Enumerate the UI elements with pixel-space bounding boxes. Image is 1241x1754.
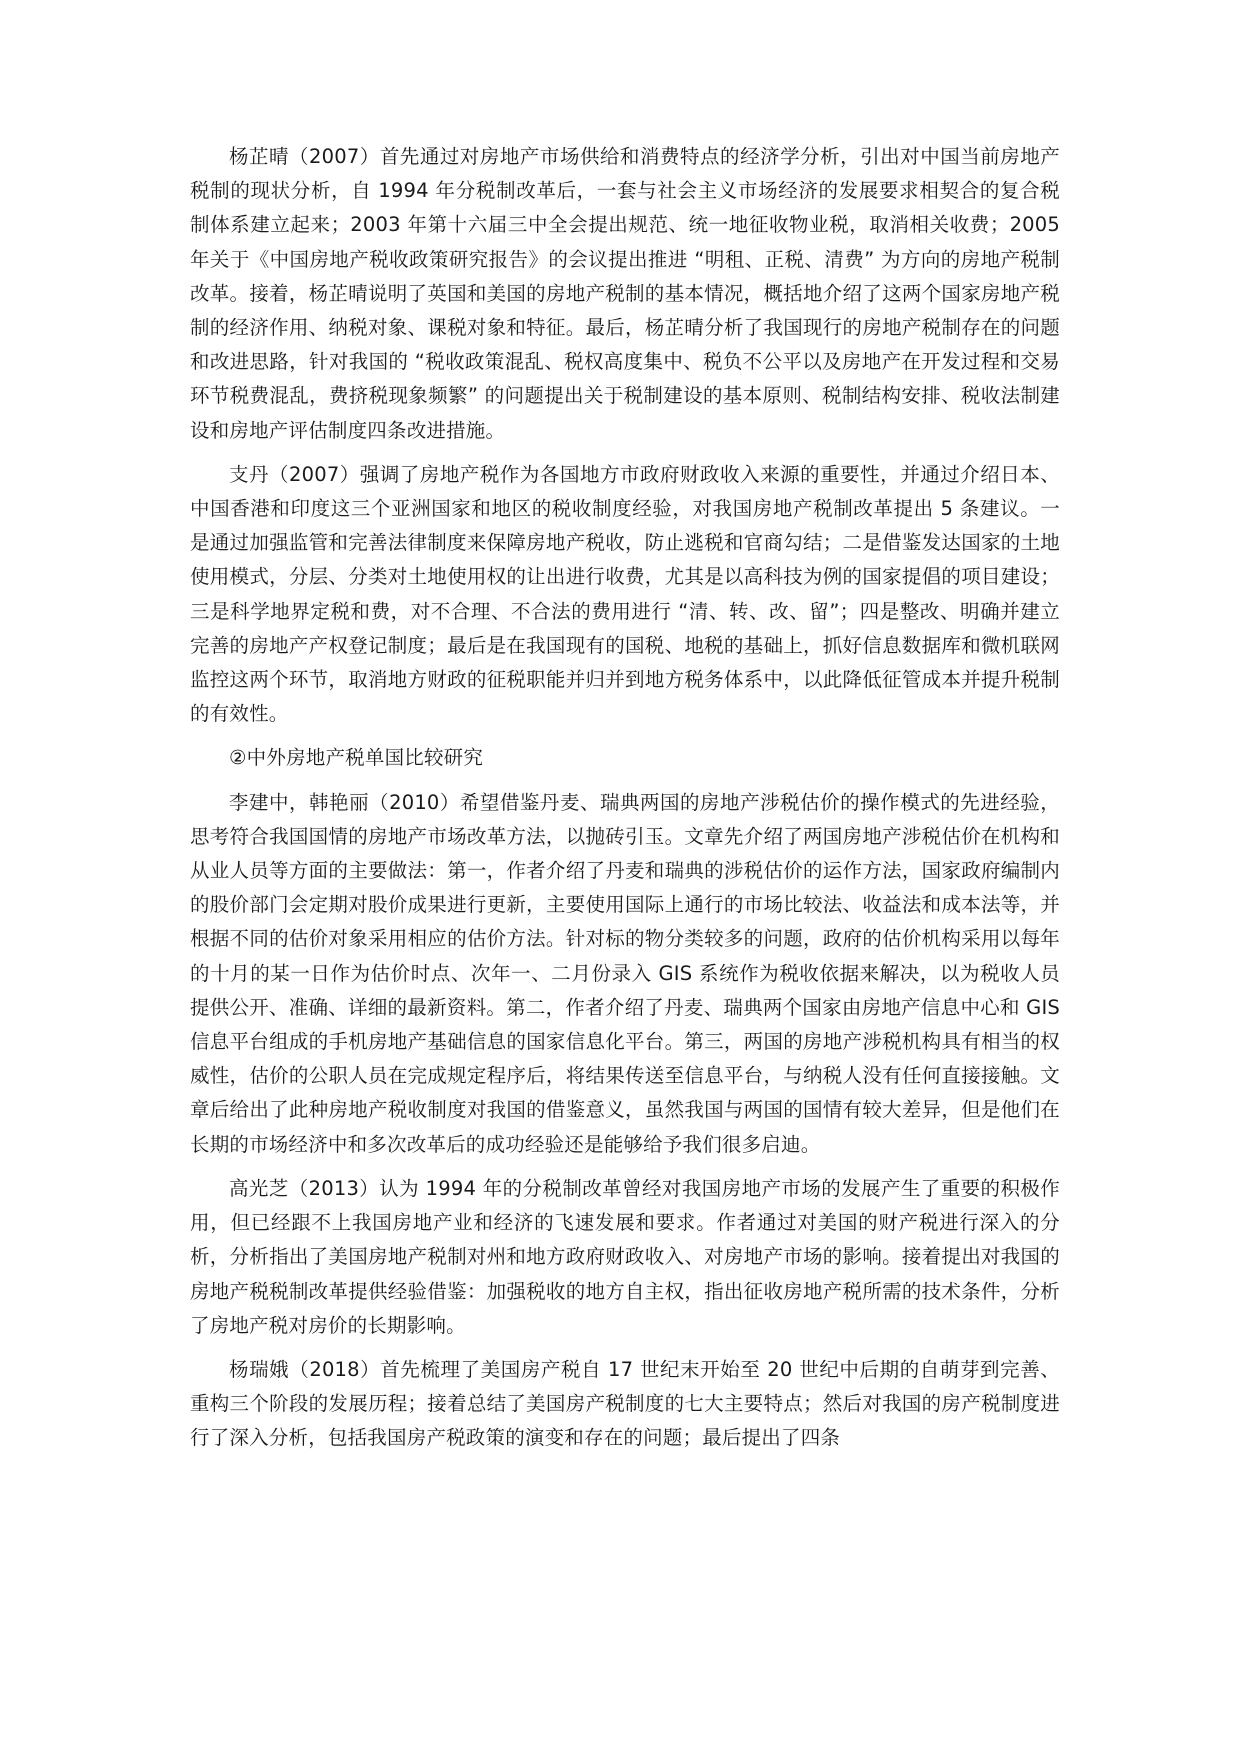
paragraph-li-jianzhong: 李建中，韩艳丽（2010）希望借鉴丹麦、瑞典两国的房地产涉税估价的操作模式的先进经验，思考符合我国国情的房地产市场改革方法，以抛砖引玉。文章先介绍了两国房地产涉税估价在机构和从业人员等方面的主要做法：第一，作者介绍了丹麦和瑞典的涉税估价的运作方法，国家政府编制内的股价部门会定期对股价成果进行更新，主要使用国际上通行的市场比较法、收益法和成本法等，并根据不同的估价对象采用相应的估价方法。针对标的物分类较多的问题，政府的估价机构采用以每年的十月的某一日作为估价时点、次年一、二月份录入 GIS 系统作为税收依据来解决，以为税收人员提供公开、准确、详细的最新资料。第二，作者介绍了丹麦、瑞典两个国家由房地产信息中心和 GIS 信息平台组成的手机房地产基础信息的国家信息化平台。第三，两国的房地产涉税机构具有相当的权威性，估价的公职人员在完成规定程序后，将结果传送至信息平台，与纳税人没有任何直接接触。文章后给出了此种房地产税收制度对我国的借鉴意义，虽然我国与两国的国情有较大差异，但是他们在长期的市场经济中和多次改革后的成功经验还是能够给予我们很多启迪。 xyxy=(190,790,1060,1156)
paragraph-yang-rui-e: 杨瑞娥（2018）首先梳理了美国房产税自 17 世纪末开始至 20 世纪中后期的自萌芽到完善、重构三个阶段的发展历程；接着总结了美国房产税制度的七大主要特点；然后对我国的房产税制度进行了深入分析，包括我国房产税政策的演变和存在的问题；最后提出了四条 xyxy=(190,1357,1060,1450)
paragraph-yang-zhiqing: 杨芷晴（2007）首先通过对房地产市场供给和消费特点的经济学分析，引出对中国当前房地产税制的现状分析，自 1994 年分税制改革后，一套与社会主义市场经济的发展要求相契合的复合税制体系建立起来；2003 年第十六届三中全会提出规范、统一地征收物业税，取消相关收费；2005 年关于《中国房地产税收政策研究报告》的会议提出推进 “明租、正税、清费” 为方向的房地产税制改革。接着，杨芷晴说明了英国和美国的房地产税制的基本情况，概括地介绍了这两个国家房地产税制的经济作用、纳税对象、课税对象和特征。最后，杨芷晴分析了我国现行的房地产税制存在的问题和改进思路，针对我国的 “税收政策混乱、税权高度集中、税负不公平以及房地产在开发过程和交易环节税费混乱，费挤税现象频繁” 的问题提出关于税制建设的基本原则、税制结构安排、税收法制建设和房地产评估制度四条改进措施。 xyxy=(190,145,1060,442)
section-heading: ②中外房地产税单国比较研究 xyxy=(229,746,484,770)
paragraph-gao-guangzhi: 高光芝（2013）认为 1994 年的分税制改革曾经对我国房地产市场的发展产生了重要的积极作用，但已经跟不上我国房地产业和经济的飞速发展和要求。作者通过对美国的财产税进行深入的分析，分析指出了美国房地产税制对州和地方政府财政收入、对房地产市场的影响。接着提出对我国的房地产税税制改革提供经验借鉴：加强税收的地方自主权，指出征收房地产税所需的技术条件，分析了房地产税对房价的长期影响。 xyxy=(190,1176,1060,1337)
paragraph-zhi-dan: 支丹（2007）强调了房地产税作为各国地方市政府财政收入来源的重要性，并通过介绍日本、中国香港和印度这三个亚洲国家和地区的税收制度经验，对我国房地产税制改革提出 5 条建议。一是通过加强监管和完善法律制度来保障房地产税收，防止逃税和官商勾结；二是借鉴发达国家的土地使用模式，分层、分类对土地使用权的让出进行收费，尤其是以高科技为例的国家提倡的项目建设；三是科学地界定税和费，对不合理、不合法的费用进行 “清、转、改、留”；四是整改、明确并建立完善的房地产产权登记制度；最后是在我国现有的国税、地税的基础上，抓好信息数据库和微机联网监控这两个环节，取消地方财政的征税职能并归并到地方税务体系中，以此降低征管成本并提升税制的有效性。 xyxy=(190,462,1060,726)
document-page xyxy=(190,140,1060,1466)
